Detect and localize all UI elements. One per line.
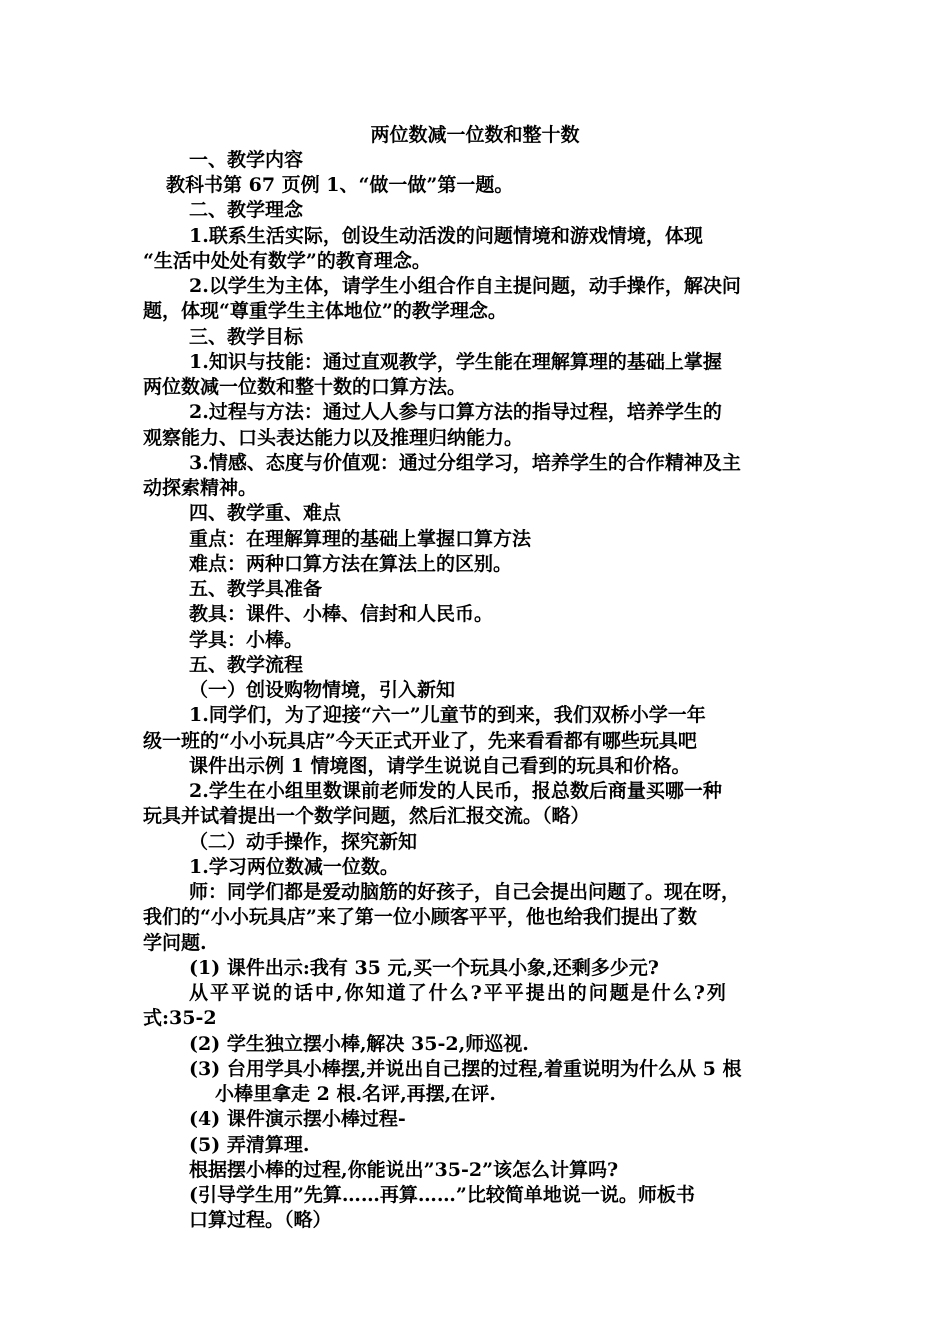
paragraph-line: 两位数减一位数和整十数的口算方法。 — [143, 376, 467, 398]
paragraph-line: 口算过程。（略） — [189, 1209, 332, 1231]
section-heading-objectives: 三、教学目标 — [189, 326, 304, 348]
paragraph-line: 教科书第 67 页例 1、“做一做”第一题。 — [166, 174, 514, 196]
paragraph-line: 动探索精神。 — [143, 477, 258, 499]
paragraph-line: 学问题. — [143, 932, 207, 954]
paragraph-line: 1.联系生活实际，创设生动活泼的问题情境和游戏情境，体现 — [189, 225, 703, 247]
paragraph-line: 师：同学们都是爱动脑筋的好孩子，自己会提出问题了。现在呀， — [189, 881, 741, 903]
paragraph-line: 学具：小棒。 — [189, 629, 304, 651]
paragraph-line: 1.同学们，为了迎接“六一”儿童节的到来，我们双桥小学一年 — [189, 704, 706, 726]
paragraph-line: 1.知识与技能：通过直观教学，学生能在理解算理的基础上掌握 — [189, 351, 722, 373]
list-item-2: (2) 学生独立摆小棒,解决 35-2,师巡视. — [189, 1033, 529, 1055]
subsection-heading: （二）动手操作，探究新知 — [189, 831, 418, 853]
paragraph-line: 2.以学生为主体，请学生小组合作自主提问题，动手操作，解决问 — [189, 275, 741, 297]
list-item-1: (1) 课件出示:我有 35 元,买一个玩具小象,还剩多少元? — [189, 957, 659, 979]
paragraph-line: 我们的“小小玩具店”来了第一位小顾客平平，他也给我们提出了数 — [143, 906, 697, 928]
document-title: 两位数减一位数和整十数 — [370, 124, 580, 146]
section-heading-materials: 五、教学具准备 — [189, 578, 323, 600]
paragraph-line: “生活中处处有数学”的教育理念。 — [143, 250, 431, 272]
list-item-4: (4) 课件演示摆小棒过程- — [189, 1108, 406, 1130]
paragraph-line: 根据摆小棒的过程,你能说出”35-2”该怎么计算吗? — [189, 1159, 619, 1181]
section-heading-content: 一、教学内容 — [189, 149, 304, 171]
section-heading-process: 五、教学流程 — [189, 654, 304, 676]
paragraph-line: 2.学生在小组里数课前老师发的人民币，报总数后商量买哪一种 — [189, 780, 722, 802]
list-item-3-continuation: 小棒里拿走 2 根.名评,再摆,在评. — [215, 1083, 496, 1105]
section-heading-key-points: 四、教学重、难点 — [189, 502, 342, 524]
paragraph-line: 式:35-2 — [143, 1007, 217, 1029]
paragraph-line: 教具：课件、小棒、信封和人民币。 — [189, 603, 494, 625]
paragraph-line: 题，体现“尊重学生主体地位”的教学理念。 — [143, 300, 507, 322]
list-item-5: (5) 弄清算理. — [189, 1134, 310, 1156]
subsection-heading: （一）创设购物情境，引入新知 — [189, 679, 456, 701]
paragraph-line: 观察能力、口头表达能力以及推理归纳能力。 — [143, 427, 524, 449]
paragraph-line: 1.学习两位数减一位数。 — [189, 856, 399, 878]
paragraph-line: (引导学生用”先算……再算……”比较简单地说一说。师板书 — [189, 1184, 695, 1206]
section-heading-philosophy: 二、教学理念 — [189, 199, 304, 221]
paragraph-line: 重点：在理解算理的基础上掌握口算方法 — [189, 528, 532, 550]
list-item-3: (3) 台用学具小棒摆,并说出自己摆的过程,着重说明为什么从 5 根 — [189, 1058, 742, 1080]
paragraph-line: 级一班的“小小玩具店”今天正式开业了，先来看看都有哪些玩具吧 — [143, 730, 697, 752]
paragraph-line: 玩具并试着提出一个数学问题，然后汇报交流。（略） — [143, 805, 590, 827]
paragraph-line: 2.过程与方法：通过人人参与口算方法的指导过程，培养学生的 — [189, 401, 722, 423]
paragraph-line: 难点：两种口算方法在算法上的区别。 — [189, 553, 513, 575]
paragraph-line: 从平平说的话中,你知道了什么?平平提出的问题是什么?列 — [189, 982, 728, 1004]
paragraph-line: 3.情感、态度与价值观：通过分组学习，培养学生的合作精神及主 — [189, 452, 741, 474]
paragraph-line: 课件出示例 1 情境图，请学生说说自己看到的玩具和价格。 — [189, 755, 691, 777]
